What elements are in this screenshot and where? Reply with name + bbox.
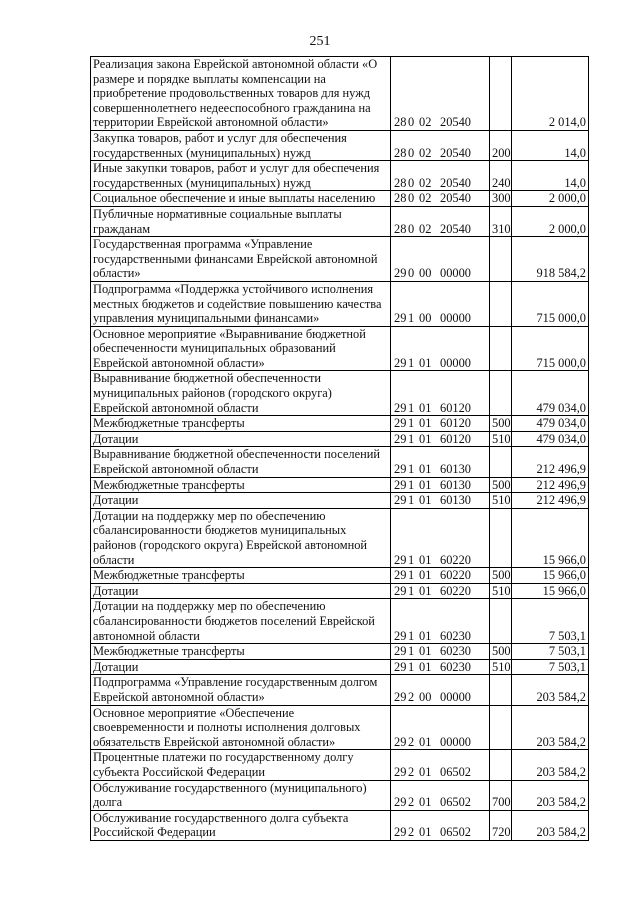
activity-code: 01 xyxy=(419,644,432,659)
subprogram-code: 1 xyxy=(408,568,415,583)
program-code: 29 xyxy=(394,311,407,326)
subprogram-code: 0 xyxy=(408,221,415,236)
subprogram-code: 1 xyxy=(408,552,415,567)
row-classification-code xyxy=(391,508,490,567)
subprogram-code: 1 xyxy=(408,416,415,431)
row-classification-code xyxy=(391,281,490,326)
program-code: 28 xyxy=(394,221,407,236)
subprogram-code: 1 xyxy=(408,644,415,659)
row-amount: 212 496,9 xyxy=(512,477,589,493)
row-name: Дотации xyxy=(91,583,391,599)
activity-code: 01 xyxy=(419,659,432,674)
program-code: 29 xyxy=(394,493,407,508)
activity-code: 01 xyxy=(419,400,432,415)
program-code: 29 xyxy=(394,266,407,281)
table-row xyxy=(91,583,589,599)
row-expense-type xyxy=(490,281,512,326)
row-amount: 715 000,0 xyxy=(512,326,589,371)
table-row xyxy=(91,206,589,236)
program-code: 29 xyxy=(394,552,407,567)
program-code: 29 xyxy=(394,431,407,446)
program-code: 29 xyxy=(394,477,407,492)
row-classification-code xyxy=(391,206,490,236)
table-row xyxy=(91,810,589,840)
row-amount: 7 503,1 xyxy=(512,644,589,660)
table-row xyxy=(91,644,589,660)
subprogram-code: 1 xyxy=(408,628,415,643)
row-expense-type xyxy=(490,675,512,705)
row-amount: 479 034,0 xyxy=(512,371,589,416)
row-amount: 7 503,1 xyxy=(512,659,589,675)
row-expense-type xyxy=(490,599,512,644)
row-expense-type: 500 xyxy=(490,568,512,584)
row-expense-type: 500 xyxy=(490,477,512,493)
row-expense-type: 500 xyxy=(490,416,512,432)
subprogram-code: 1 xyxy=(408,311,415,326)
budget-table xyxy=(90,56,589,841)
program-code: 28 xyxy=(394,145,407,160)
row-expense-type xyxy=(490,508,512,567)
subprogram-code: 1 xyxy=(408,400,415,415)
row-name: Обслуживание государственного долга субъекта Российской Федерации xyxy=(91,810,391,840)
table-row xyxy=(91,371,589,416)
row-classification-code xyxy=(391,675,490,705)
table-row xyxy=(91,750,589,780)
direction-code: 60220 xyxy=(440,583,471,598)
row-expense-type xyxy=(490,371,512,416)
program-code: 29 xyxy=(394,659,407,674)
row-amount: 203 584,2 xyxy=(512,705,589,750)
row-name: Публичные нормативные социальные выплаты гражданам xyxy=(91,206,391,236)
table-row xyxy=(91,161,589,191)
subprogram-code: 1 xyxy=(408,583,415,598)
program-code: 29 xyxy=(394,734,407,749)
subprogram-code: 1 xyxy=(408,659,415,674)
row-classification-code xyxy=(391,568,490,584)
subprogram-code: 2 xyxy=(408,825,415,840)
program-code: 29 xyxy=(394,644,407,659)
activity-code: 02 xyxy=(419,145,432,160)
activity-code: 01 xyxy=(419,493,432,508)
row-name: Выравнивание бюджетной обеспеченности поселений Еврейской автономной области xyxy=(91,447,391,477)
subprogram-code: 2 xyxy=(408,689,415,704)
activity-code: 01 xyxy=(419,795,432,810)
activity-code: 01 xyxy=(419,568,432,583)
direction-code: 60230 xyxy=(440,659,471,674)
row-name: Межбюджетные трансферты xyxy=(91,568,391,584)
program-code: 29 xyxy=(394,628,407,643)
row-expense-type xyxy=(490,750,512,780)
direction-code: 06502 xyxy=(440,795,471,810)
row-classification-code xyxy=(391,416,490,432)
row-classification-code xyxy=(391,161,490,191)
direction-code: 20540 xyxy=(440,175,471,190)
program-code: 29 xyxy=(394,825,407,840)
row-expense-type: 300 xyxy=(490,191,512,207)
direction-code: 00000 xyxy=(440,734,471,749)
row-name: Иные закупки товаров, работ и услуг для обеспечения государственных (муниципальных) нужд xyxy=(91,161,391,191)
activity-code: 01 xyxy=(419,583,432,598)
activity-code: 01 xyxy=(419,477,432,492)
row-amount: 14,0 xyxy=(512,161,589,191)
row-amount: 212 496,9 xyxy=(512,493,589,509)
row-amount: 203 584,2 xyxy=(512,750,589,780)
row-name: Подпрограмма «Управление государственным долгом Еврейской автономной области» xyxy=(91,675,391,705)
row-amount: 2 000,0 xyxy=(512,191,589,207)
direction-code: 60130 xyxy=(440,462,471,477)
row-expense-type: 240 xyxy=(490,161,512,191)
row-name: Подпрограмма «Поддержка устойчивого исполнения местных бюджетов и содействие повышению качества управления муниципальными финансами» xyxy=(91,281,391,326)
row-classification-code xyxy=(391,477,490,493)
table-row xyxy=(91,281,589,326)
row-expense-type: 500 xyxy=(490,644,512,660)
row-classification-code xyxy=(391,810,490,840)
row-name: Межбюджетные трансферты xyxy=(91,644,391,660)
row-amount: 479 034,0 xyxy=(512,416,589,432)
table-row xyxy=(91,659,589,675)
row-classification-code xyxy=(391,447,490,477)
row-classification-code xyxy=(391,705,490,750)
table-row xyxy=(91,431,589,447)
row-expense-type xyxy=(490,447,512,477)
program-code: 29 xyxy=(394,689,407,704)
table-row xyxy=(91,780,589,810)
program-code: 29 xyxy=(394,462,407,477)
direction-code: 60220 xyxy=(440,552,471,567)
direction-code: 60120 xyxy=(440,400,471,415)
direction-code: 20540 xyxy=(440,145,471,160)
subprogram-code: 0 xyxy=(408,115,415,130)
activity-code: 01 xyxy=(419,628,432,643)
activity-code: 01 xyxy=(419,552,432,567)
page-number: 251 xyxy=(309,34,331,49)
row-expense-type: 700 xyxy=(490,780,512,810)
activity-code: 00 xyxy=(419,311,432,326)
row-classification-code xyxy=(391,371,490,416)
direction-code: 60120 xyxy=(440,431,471,446)
program-code: 29 xyxy=(394,764,407,779)
direction-code: 20540 xyxy=(440,221,471,236)
program-code: 29 xyxy=(394,400,407,415)
row-expense-type: 510 xyxy=(490,431,512,447)
activity-code: 01 xyxy=(419,825,432,840)
row-name: Дотации на поддержку мер по обеспечению сбалансированности бюджетов муниципальных районов (городского округа) Еврейской автономной области xyxy=(91,508,391,567)
row-name: Дотации xyxy=(91,493,391,509)
row-classification-code xyxy=(391,57,490,131)
direction-code: 00000 xyxy=(440,689,471,704)
table-row xyxy=(91,508,589,567)
table-row xyxy=(91,191,589,207)
subprogram-code: 0 xyxy=(408,175,415,190)
row-amount: 7 503,1 xyxy=(512,599,589,644)
row-expense-type: 720 xyxy=(490,810,512,840)
table-row xyxy=(91,416,589,432)
row-expense-type: 200 xyxy=(490,130,512,160)
row-name: Дотации на поддержку мер по обеспечению сбалансированности бюджетов поселений Еврейской автономной области xyxy=(91,599,391,644)
table-row xyxy=(91,326,589,371)
row-amount: 15 966,0 xyxy=(512,568,589,584)
row-name: Дотации xyxy=(91,431,391,447)
row-classification-code xyxy=(391,659,490,675)
activity-code: 01 xyxy=(419,462,432,477)
subprogram-code: 2 xyxy=(408,734,415,749)
row-classification-code xyxy=(391,780,490,810)
direction-code: 06502 xyxy=(440,764,471,779)
activity-code: 01 xyxy=(419,416,432,431)
row-amount: 715 000,0 xyxy=(512,281,589,326)
activity-code: 02 xyxy=(419,175,432,190)
direction-code: 60130 xyxy=(440,477,471,492)
row-expense-type: 510 xyxy=(490,493,512,509)
activity-code: 01 xyxy=(419,431,432,446)
direction-code: 60220 xyxy=(440,568,471,583)
row-amount: 203 584,2 xyxy=(512,780,589,810)
direction-code: 60130 xyxy=(440,493,471,508)
program-code: 29 xyxy=(394,416,407,431)
activity-code: 00 xyxy=(419,266,432,281)
subprogram-code: 0 xyxy=(408,191,415,206)
program-code: 28 xyxy=(394,191,407,206)
row-amount: 918 584,2 xyxy=(512,237,589,282)
row-name: Реализация закона Еврейской автономной области «О размере и порядке выплаты компенсации на приобретение продовольственных товаров для нужд совершеннолетнего недееспособного гражданина на территории Еврейской автономной области» xyxy=(91,57,391,131)
row-expense-type xyxy=(490,57,512,131)
direction-code: 60120 xyxy=(440,416,471,431)
row-name: Межбюджетные трансферты xyxy=(91,416,391,432)
program-code: 29 xyxy=(394,355,407,370)
row-expense-type xyxy=(490,705,512,750)
activity-code: 02 xyxy=(419,191,432,206)
subprogram-code: 1 xyxy=(408,477,415,492)
subprogram-code: 2 xyxy=(408,795,415,810)
table-row xyxy=(91,130,589,160)
table-row xyxy=(91,705,589,750)
subprogram-code: 2 xyxy=(408,764,415,779)
row-name: Выравнивание бюджетной обеспеченности муниципальных районов (городского округа) Еврейской автономной области xyxy=(91,371,391,416)
row-amount: 479 034,0 xyxy=(512,431,589,447)
direction-code: 20540 xyxy=(440,115,471,130)
direction-code: 00000 xyxy=(440,266,471,281)
row-classification-code xyxy=(391,599,490,644)
direction-code: 06502 xyxy=(440,825,471,840)
row-classification-code xyxy=(391,644,490,660)
row-classification-code xyxy=(391,191,490,207)
table-row xyxy=(91,568,589,584)
row-name: Социальное обеспечение и иные выплаты населению xyxy=(91,191,391,207)
subprogram-code: 1 xyxy=(408,493,415,508)
row-amount: 212 496,9 xyxy=(512,447,589,477)
row-expense-type xyxy=(490,326,512,371)
row-name: Обслуживание государственного (муниципального) долга xyxy=(91,780,391,810)
direction-code: 00000 xyxy=(440,311,471,326)
row-expense-type xyxy=(490,237,512,282)
row-name: Основное мероприятие «Обеспечение своевременности и полноты исполнения долговых обязательств Еврейской автономной области» xyxy=(91,705,391,750)
row-amount: 15 966,0 xyxy=(512,508,589,567)
direction-code: 60230 xyxy=(440,644,471,659)
subprogram-code: 1 xyxy=(408,355,415,370)
subprogram-code: 1 xyxy=(408,431,415,446)
row-amount: 15 966,0 xyxy=(512,583,589,599)
table-row xyxy=(91,447,589,477)
row-name: Межбюджетные трансферты xyxy=(91,477,391,493)
program-code: 28 xyxy=(394,115,407,130)
direction-code: 00000 xyxy=(440,355,471,370)
activity-code: 01 xyxy=(419,764,432,779)
subprogram-code: 1 xyxy=(408,462,415,477)
program-code: 29 xyxy=(394,568,407,583)
row-expense-type: 510 xyxy=(490,659,512,675)
budget-table-body xyxy=(91,57,589,841)
activity-code: 02 xyxy=(419,115,432,130)
row-amount: 14,0 xyxy=(512,130,589,160)
row-name: Дотации xyxy=(91,659,391,675)
table-row xyxy=(91,477,589,493)
row-name: Закупка товаров, работ и услуг для обеспечения государственных (муниципальных) нужд xyxy=(91,130,391,160)
activity-code: 01 xyxy=(419,355,432,370)
table-row xyxy=(91,675,589,705)
row-classification-code xyxy=(391,583,490,599)
row-name: Государственная программа «Управление государственными финансами Еврейской автономной области» xyxy=(91,237,391,282)
subprogram-code: 0 xyxy=(408,266,415,281)
row-expense-type: 510 xyxy=(490,583,512,599)
row-amount: 2 014,0 xyxy=(512,57,589,131)
row-amount: 203 584,2 xyxy=(512,810,589,840)
program-code: 29 xyxy=(394,583,407,598)
program-code: 29 xyxy=(394,795,407,810)
row-expense-type: 310 xyxy=(490,206,512,236)
direction-code: 60230 xyxy=(440,628,471,643)
row-name: Основное мероприятие «Выравнивание бюджетной обеспеченности муниципальных образований Еврейской автономной области» xyxy=(91,326,391,371)
program-code: 28 xyxy=(394,175,407,190)
activity-code: 01 xyxy=(419,734,432,749)
row-classification-code xyxy=(391,326,490,371)
row-amount: 2 000,0 xyxy=(512,206,589,236)
row-classification-code xyxy=(391,750,490,780)
table-row xyxy=(91,493,589,509)
row-classification-code xyxy=(391,130,490,160)
row-classification-code xyxy=(391,493,490,509)
table-row xyxy=(91,599,589,644)
activity-code: 02 xyxy=(419,221,432,236)
activity-code: 00 xyxy=(419,689,432,704)
row-classification-code xyxy=(391,431,490,447)
direction-code: 20540 xyxy=(440,191,471,206)
row-classification-code xyxy=(391,237,490,282)
table-row xyxy=(91,237,589,282)
row-amount: 203 584,2 xyxy=(512,675,589,705)
subprogram-code: 0 xyxy=(408,145,415,160)
row-name: Процентные платежи по государственному долгу субъекта Российской Федерации xyxy=(91,750,391,780)
table-row xyxy=(91,57,589,131)
